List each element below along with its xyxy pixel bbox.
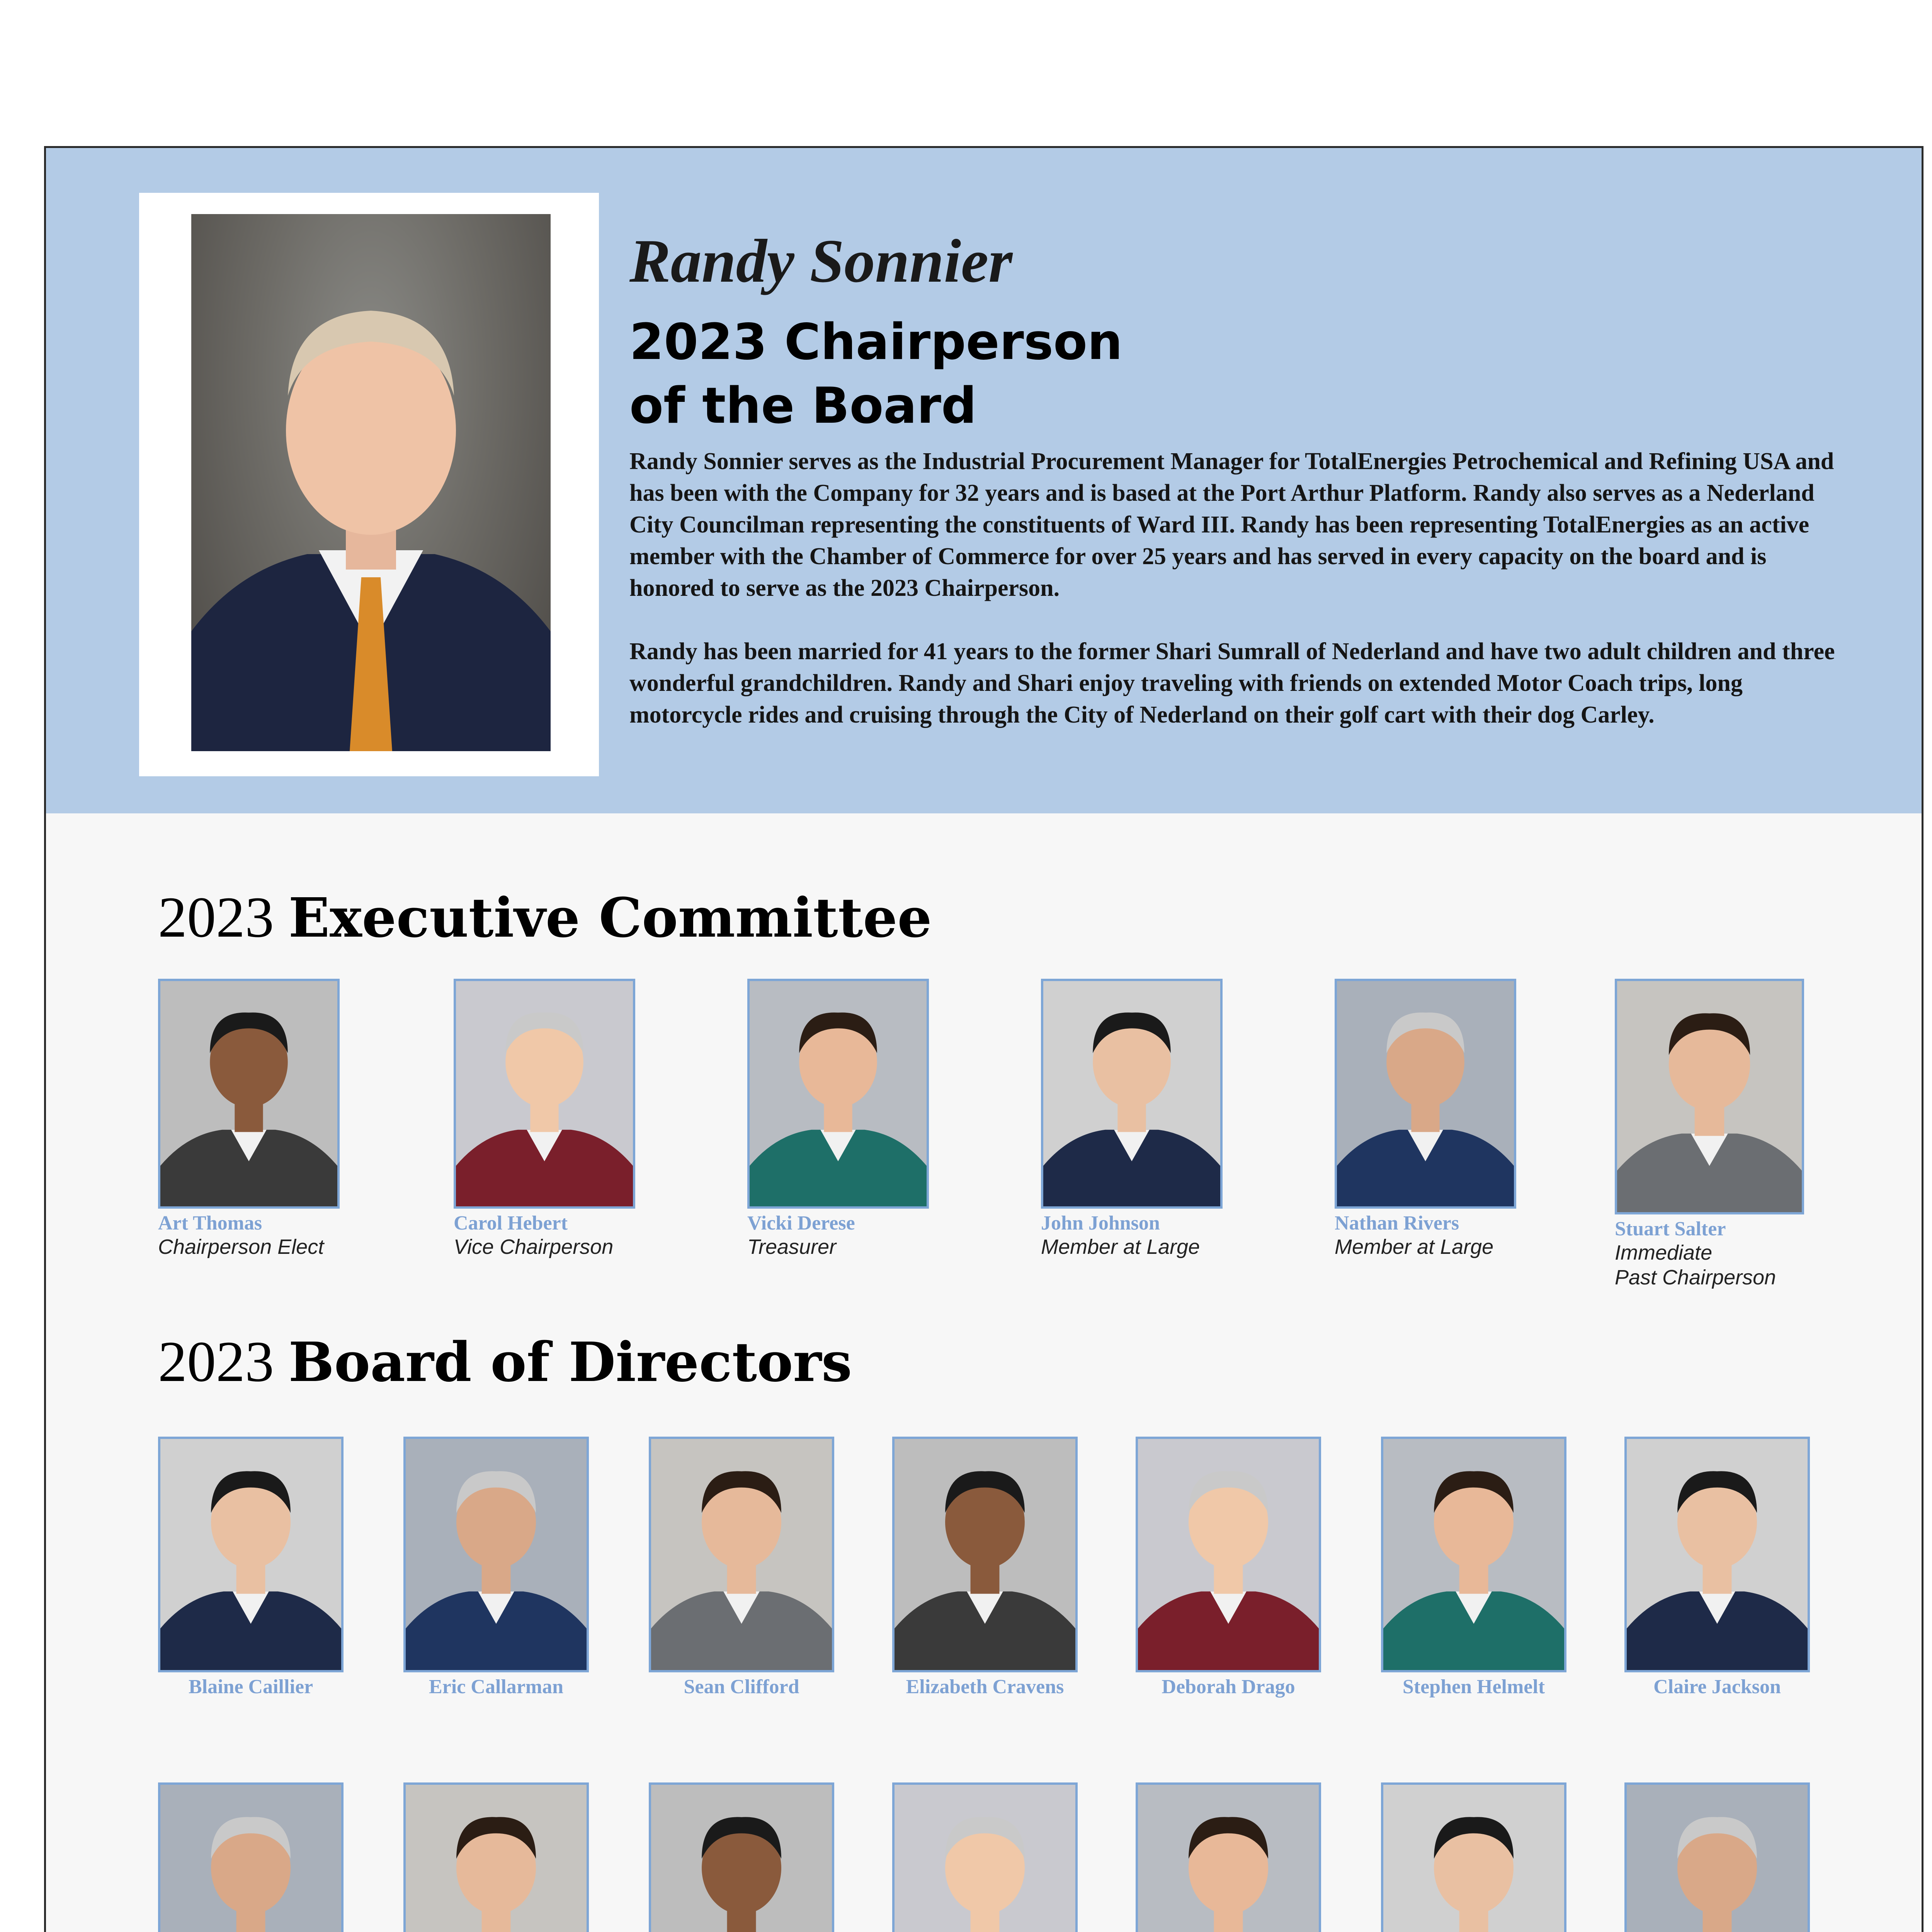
member-role: Member at Large: [1041, 1235, 1200, 1259]
member-name: Art Thomas: [158, 1212, 262, 1234]
member-name: Blaine Caillier: [188, 1676, 313, 1698]
member-photo: [158, 1782, 344, 1932]
board-member: [1381, 1782, 1590, 1932]
member-photo: [1136, 1437, 1321, 1672]
member-name: John Johnson: [1041, 1212, 1160, 1234]
member-photo: [1381, 1437, 1566, 1672]
board-of-directors-heading: [158, 1328, 852, 1395]
member-photo: [747, 979, 929, 1209]
board-member: [403, 1437, 612, 1698]
board-member: [892, 1782, 1101, 1932]
board-member: [1136, 1782, 1344, 1932]
bio-paragraph-1: Randy Sonnier serves as the Industrial Procurement Manager for TotalEnergies Petrochemical and Refining USA and has been with the Company for 32 years and is based at the Port Arthur Platform. Randy also serves as a Nederland City Councilman representing the constituents of Ward III. Randy has been representing TotalEnergies as an active member with the Chamber of Commerce for over 25 years and has served in every capacity on the board and is honored to serve as the 2023 Chairperson.: [629, 448, 1834, 601]
board-member: [158, 1437, 367, 1698]
member-role: Immediate Past Chairperson: [1615, 1241, 1776, 1289]
board-member: [892, 1437, 1101, 1698]
executive-member: [1335, 979, 1539, 1259]
member-name: Carol Hebert: [454, 1212, 568, 1234]
chairperson-banner: [46, 148, 1922, 813]
executive-member: [747, 979, 952, 1259]
chairperson-title-line2: of the Board: [629, 377, 977, 435]
chairperson-name: Randy Sonnier: [629, 226, 1013, 295]
member-photo: [1624, 1437, 1810, 1672]
chairperson-title: [629, 310, 1402, 438]
executive-member: [454, 979, 658, 1259]
page-frame: [44, 146, 1923, 1932]
member-photo: [649, 1782, 834, 1932]
heading-year: 2023: [158, 885, 274, 949]
board-member: [649, 1782, 857, 1932]
member-photo: [1136, 1782, 1321, 1932]
bio-paragraph-2: Randy has been married for 41 years to the former Shari Sumrall of Nederland and have two adult children and three wonderful grandchildren. Randy and Shari enjoy traveling with friends on extended Motor Coach trips, long motorcycle rides and cruising through the City of Nederland on their golf cart with their dog Carley.: [629, 638, 1835, 728]
chairperson-title-line1: 2023 Chairperson: [629, 313, 1123, 371]
member-name: Vicki Derese: [747, 1212, 855, 1234]
executive-member: [1615, 979, 1827, 1290]
board-member: [1624, 1782, 1833, 1932]
board-member: [649, 1437, 857, 1698]
member-name: Stephen Helmelt: [1402, 1676, 1545, 1698]
member-name: Elizabeth Cravens: [906, 1676, 1064, 1698]
board-member: [403, 1782, 612, 1932]
member-role: Vice Chairperson: [454, 1235, 614, 1259]
member-name: Nathan Rivers: [1335, 1212, 1459, 1234]
member-photo: [158, 1437, 344, 1672]
member-photo: [1335, 979, 1516, 1209]
board-member: [1136, 1437, 1344, 1698]
member-photo: [403, 1437, 589, 1672]
member-name: Eric Callarman: [429, 1676, 564, 1698]
member-name: Stuart Salter: [1615, 1218, 1726, 1240]
chairperson-photo-frame: [139, 193, 599, 776]
heading-text: Executive Committee: [288, 886, 932, 950]
member-photo: [1624, 1782, 1810, 1932]
chairperson-photo: [191, 214, 551, 751]
member-photo: [1381, 1782, 1566, 1932]
member-photo: [1615, 979, 1804, 1214]
member-photo: [454, 979, 635, 1209]
executive-committee-heading: [158, 884, 932, 951]
member-name: Claire Jackson: [1653, 1676, 1781, 1698]
member-photo: [1041, 979, 1223, 1209]
member-name: Sean Clifford: [684, 1676, 799, 1698]
executive-member: [158, 979, 363, 1259]
board-member: [158, 1782, 367, 1932]
heading-year: 2023: [158, 1330, 274, 1394]
member-photo: [158, 979, 340, 1209]
executive-member: [1041, 979, 1246, 1259]
member-photo: [403, 1782, 589, 1932]
chairperson-bio: [629, 446, 1847, 762]
member-role: Member at Large: [1335, 1235, 1494, 1259]
board-member: [1381, 1437, 1590, 1698]
heading-text: Board of Directors: [288, 1331, 852, 1394]
member-photo: [649, 1437, 834, 1672]
member-role: Chairperson Elect: [158, 1235, 324, 1259]
member-photo: [892, 1437, 1078, 1672]
member-name: Deborah Drago: [1162, 1676, 1295, 1698]
board-member: [1624, 1437, 1833, 1698]
member-role: Treasurer: [747, 1235, 837, 1259]
member-photo: [892, 1782, 1078, 1932]
